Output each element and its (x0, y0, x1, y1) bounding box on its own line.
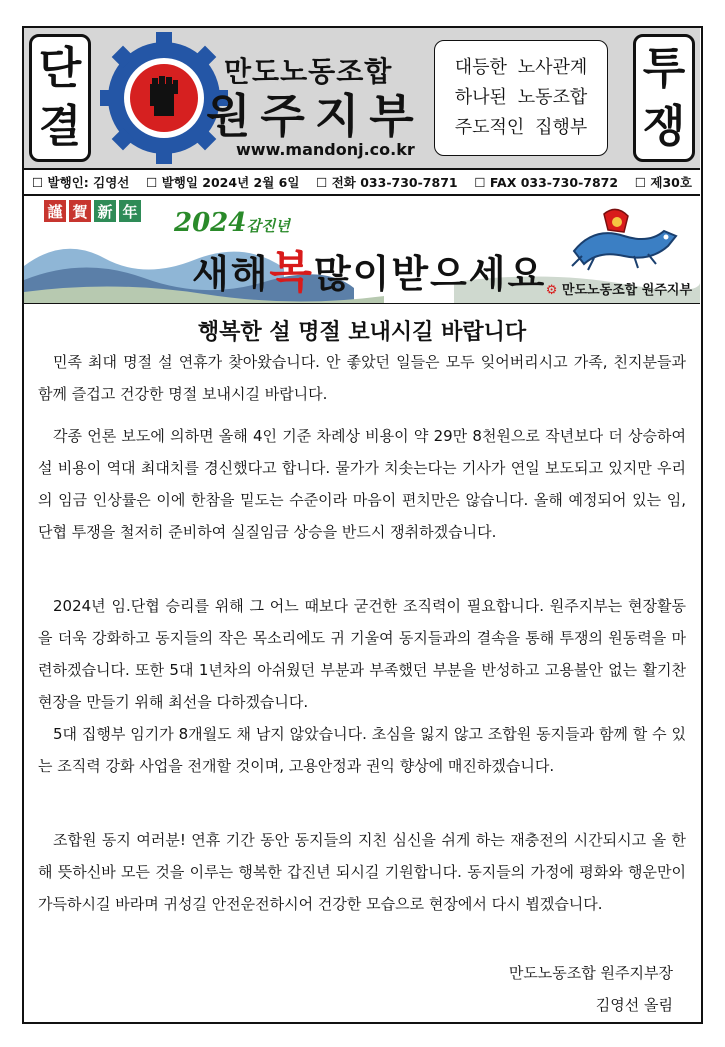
small-gear-icon: ⚙ (545, 283, 558, 298)
signature-name: 김영선 올림 (595, 996, 673, 1014)
paragraph-3: 2024년 임.단협 승리를 위해 그 어느 때보다 굳건한 조직력이 필요합니다. 원주지부는 현장활동을 더욱 강화하고 동지들의 작은 목소리에도 귀 기울여 동지들과의 결속을 통해 투쟁의 원동력을 마련하겠습니다. 또한 5대 1년차의 아쉬웠던 부분과 부족했던 부분을 반성하고 고용불안 없는 활기찬 현장을 만들기 위해 최선을 다하겠습니다. (38, 597, 686, 711)
seal-2: 賀 (69, 200, 91, 222)
new-year-banner (24, 196, 700, 304)
article-title: 행복한 설 명절 보내시길 바랍니다 (197, 320, 527, 345)
banner-footer-text: 만도노동조합 원주지부 (561, 283, 692, 298)
blue-dragon-icon (564, 206, 684, 276)
fax: ☐ FAX 033-730-7872 (474, 174, 619, 190)
website-link[interactable]: www.mandonj.co.kr (236, 140, 415, 159)
year-number: 2024 (174, 208, 247, 238)
paragraph-5: 조합원 동지 여러분! 연휴 기간 동안 동지들의 지친 심신을 쉬게 하는 재충전의 시간되시고 올 한 해 뜻하신바 모든 것을 이루는 행복한 갑진년 되시길 기원합니다. 동지들의 가정에 평화와 행운만이 가득하시길 바라며 귀성길 안전운전하시어 건강한 모습으로 현장에서 다시 뵙겠습니다. (38, 831, 686, 913)
banner-year (174, 208, 290, 238)
unity-char-1: 단 (38, 43, 82, 94)
greet-post: 많이받으세요 (313, 252, 547, 296)
year-suffix: 갑진년 (246, 217, 290, 235)
masthead (24, 28, 700, 168)
issue-info-bar (24, 168, 700, 196)
publish-date: ☐ 발행일 2024년 2월 6일 (146, 175, 300, 190)
newsletter-page (22, 26, 703, 1024)
unity-char-2: 결 (38, 101, 82, 152)
paragraph-2: 각종 언론 보도에 의하면 올해 4인 기준 차례상 비용이 약 29만 8천원으로 작년보다 더 상승하여 설 비용이 역대 최대치를 경신했다고 합니다. 물가가 치솟는다는 기사가 연일 보도되고 있지만 우리의 임금 인상률은 이에 한참을 밑도는 수준이라 마음이 편치만은 않습니다. 올해 예정되어 있는 임,단협 투쟁을 철저히 준비하여 실질임금 상승을 반드시 쟁취하겠습니다. (38, 427, 686, 541)
publisher: ☐ 발행인: 김영선 (32, 175, 130, 190)
struggle-char-1: 투 (642, 43, 686, 94)
unity-badge (29, 34, 91, 162)
issue-number: ☐ 제30호 (634, 175, 692, 190)
greet-pre: 새해 (192, 252, 270, 296)
slogan-line-3: 주도적인 집행부 (454, 117, 588, 138)
signature-org: 만도노동조합 원주지부장 (508, 964, 673, 982)
org-name: 만도노동조합 (224, 55, 393, 88)
seal-4: 年 (119, 200, 141, 222)
slogan-box (434, 40, 608, 156)
seal-1: 謹 (44, 200, 66, 222)
paragraph-4: 5대 집행부 임기가 8개월도 채 남지 않았습니다. 초심을 잃지 않고 조합원 동지들과 함께 할 수 있는 조직력 강화 사업을 전개할 것이며, 고용안정과 권익 향상에 매진하겠습니다. (38, 725, 686, 775)
struggle-badge (633, 34, 695, 162)
banner-greeting (192, 236, 546, 300)
struggle-char-2: 쟁 (642, 101, 686, 152)
branch-name: 원주지부 (206, 89, 424, 143)
seal-3: 新 (94, 200, 116, 222)
paragraph-1: 민족 최대 명절 설 연휴가 찾아왔습니다. 안 좋았던 일들은 모두 잊어버리시고 가족, 친지분들과 함께 즐겁고 건강한 명절 보내시길 바랍니다. (38, 353, 686, 403)
greet-bok: 복 (269, 247, 314, 298)
banner-footer (546, 279, 692, 298)
slogan-line-1: 대등한 노사관계 (454, 57, 588, 78)
phone: ☐ 전화 033-730-7871 (316, 175, 458, 190)
slogan-line-2: 하나된 노동조합 (454, 87, 588, 108)
